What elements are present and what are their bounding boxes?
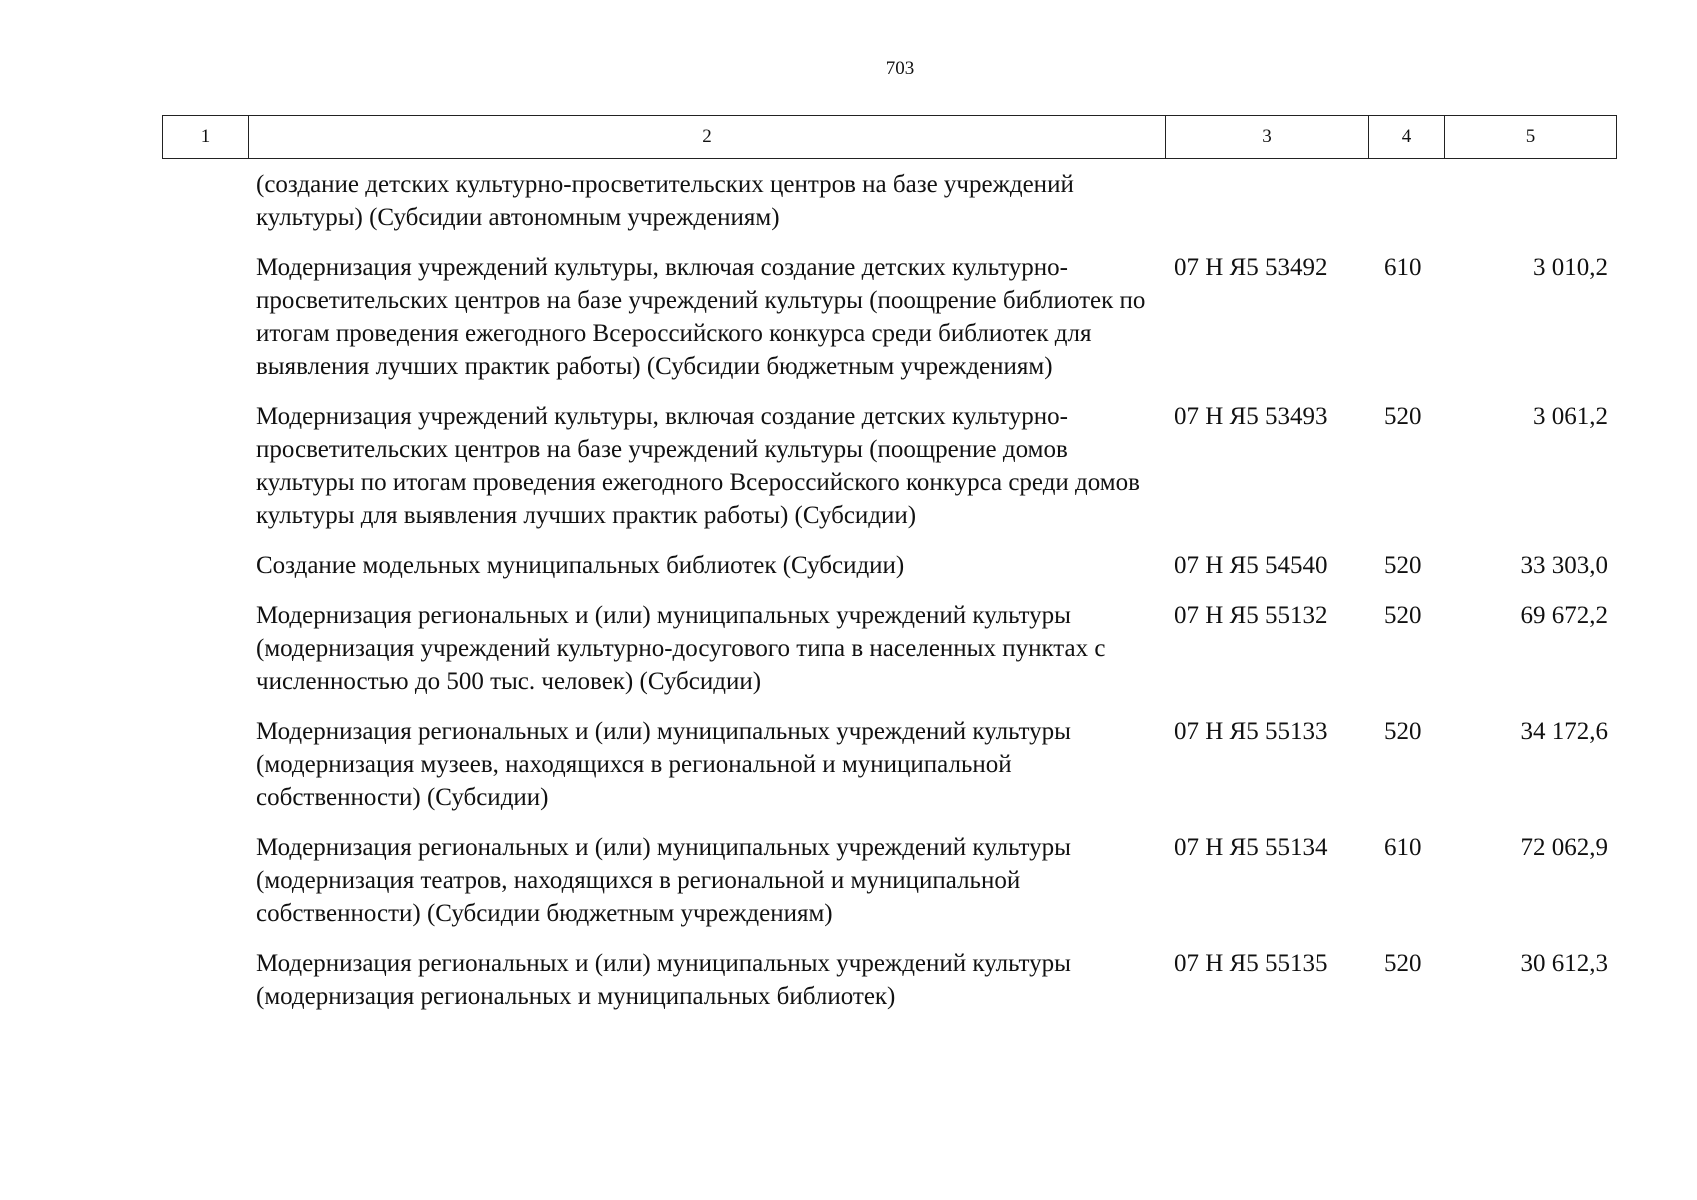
table-row (162, 251, 1616, 400)
column-header-2: 2 (249, 116, 1166, 159)
row-type: 610 (1384, 254, 1422, 281)
row-code: 07 Н Я5 53492 (1174, 254, 1328, 281)
column-header-3: 3 (1166, 116, 1369, 159)
row-type (1368, 168, 1444, 251)
column-header-row (163, 116, 1617, 159)
row-sum: 34 172,6 (1520, 718, 1608, 745)
table-row (162, 599, 1616, 715)
row-code: 07 Н Я5 55132 (1174, 602, 1328, 629)
column-header-1: 1 (163, 116, 249, 159)
table-row (162, 947, 1616, 1030)
row-description: Модернизация учреждений культуры, включая создание детских культурно-просветительских центров на базе учреждений культуры (поощрение библиотек по итогам проведения ежегодного Всероссийского конкурса среди библиотек для выявления лучших практик работы) (Субсидии бюджетным учреждениям) (256, 254, 1146, 380)
row-description: Модернизация региональных и (или) муниципальных учреждений культуры (модернизация театров, находящихся в региональной и муниципальной собственности) (Субсидии бюджетным учреждениям) (256, 834, 1071, 927)
row-description: Модернизация региональных и (или) муниципальных учреждений культуры (модернизация учреждений культурно-досугового типа в населенных пунктах с численностью до 500 тыс. человек) (Субсидии) (256, 602, 1106, 695)
row-type: 520 (1384, 950, 1422, 977)
row-description: Создание модельных муниципальных библиотек (Субсидии) (256, 552, 905, 579)
row-sum (1444, 168, 1616, 251)
row-code: 07 Н Я5 54540 (1174, 552, 1328, 579)
budget-table (162, 168, 1616, 1030)
row-description: Модернизация региональных и (или) муниципальных учреждений культуры (модернизация региональных и муниципальных библиотек) (256, 950, 1071, 1010)
row-code: 07 Н Я5 55135 (1174, 950, 1328, 977)
row-sum: 69 672,2 (1520, 602, 1608, 629)
row-code: 07 Н Я5 55134 (1174, 834, 1328, 861)
column-header-5: 5 (1445, 116, 1617, 159)
row-type: 520 (1384, 403, 1422, 430)
table-row (162, 549, 1616, 599)
page-number: 703 (885, 58, 915, 79)
table-row (162, 831, 1616, 947)
row-sum: 3 061,2 (1533, 403, 1608, 430)
row-type: 520 (1384, 552, 1422, 579)
table-row (162, 400, 1616, 549)
table-row (162, 715, 1616, 831)
table-row (162, 168, 1616, 251)
row-sum: 30 612,3 (1520, 950, 1608, 977)
row-type: 520 (1384, 718, 1422, 745)
row-sum: 33 303,0 (1520, 552, 1608, 579)
row-type: 610 (1384, 834, 1422, 861)
row-code: 07 Н Я5 55133 (1174, 718, 1328, 745)
column-header-4: 4 (1369, 116, 1445, 159)
row-description: (создание детских культурно-просветительских центров на базе учреждений культуры) (Субсидии автономным учреждениям) (256, 171, 1074, 231)
row-type: 520 (1384, 602, 1422, 629)
row-code: 07 Н Я5 53493 (1174, 403, 1328, 430)
row-sum: 72 062,9 (1520, 834, 1608, 861)
row-code (1165, 168, 1368, 251)
row-description: Модернизация учреждений культуры, включая создание детских культурно-просветительских центров на базе учреждений культуры (поощрение домов культуры по итогам проведения ежегодного Всероссийского конкурса среди домов культуры для выявления лучших практик работы) (Субсидии) (256, 403, 1140, 529)
row-description: Модернизация региональных и (или) муниципальных учреждений культуры (модернизация музеев, находящихся в региональной и муниципальной собственности) (Субсидии) (256, 718, 1071, 811)
column-header-table (162, 115, 1617, 159)
row-sum: 3 010,2 (1533, 254, 1608, 281)
